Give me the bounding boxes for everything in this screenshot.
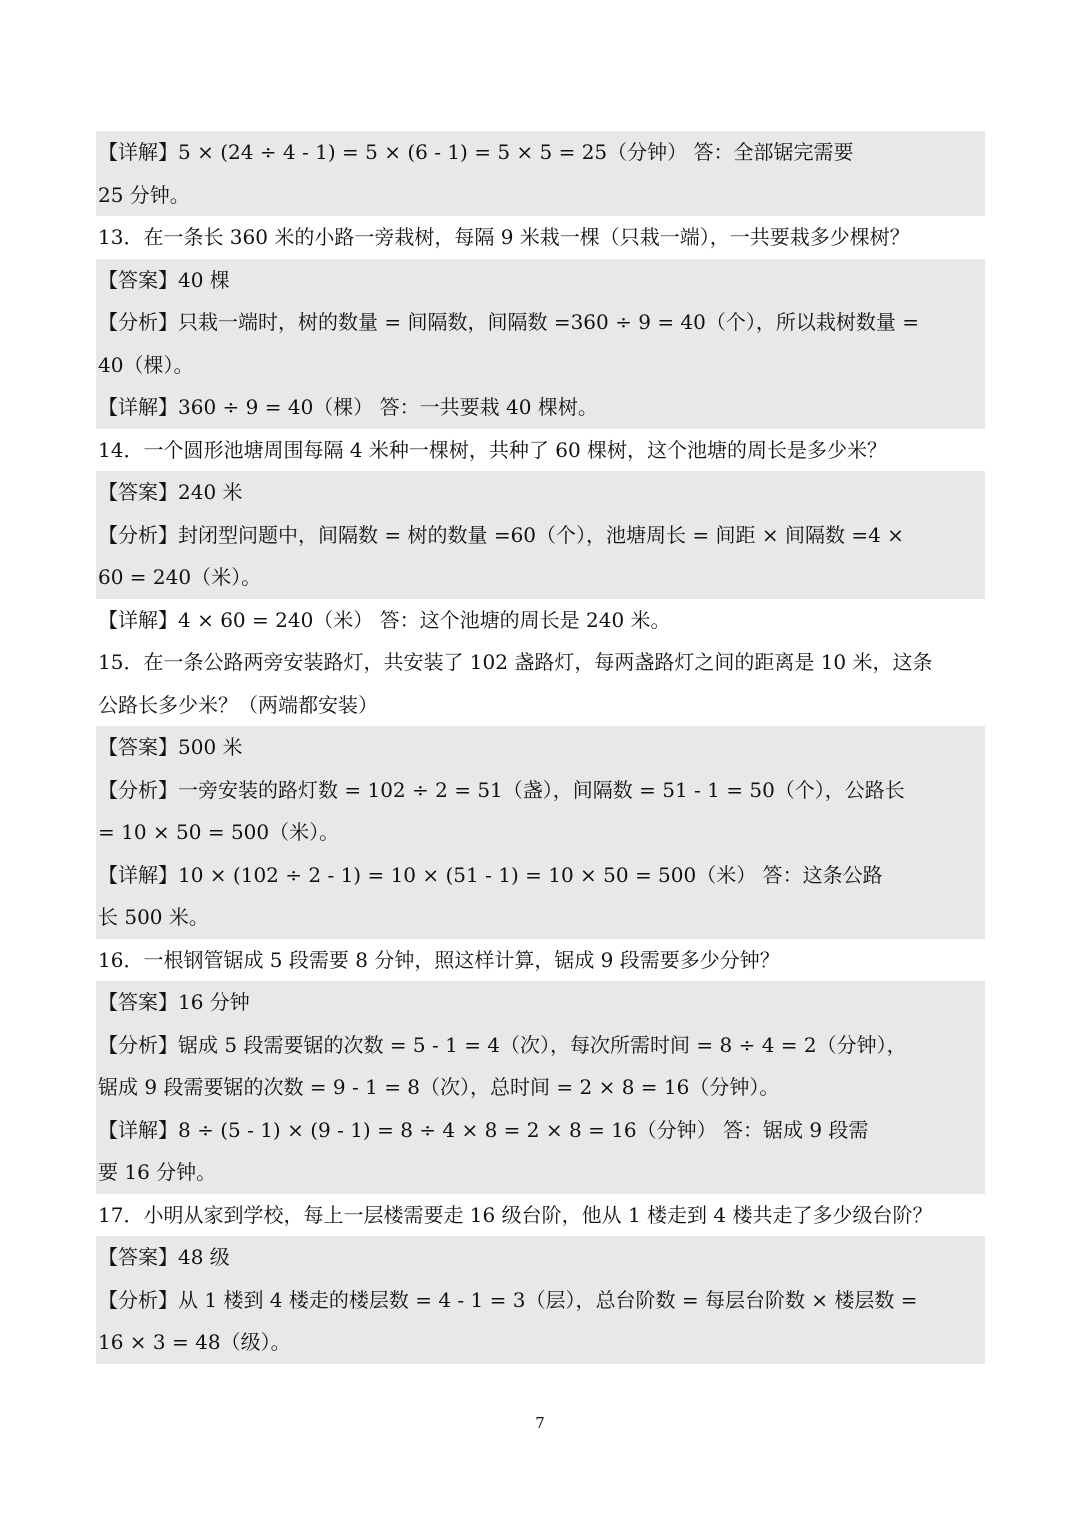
question-block [96,1194,985,1237]
answer-block [96,131,985,216]
text-line: 锯成 9 段需要锯的次数 = 9 - 1 = 8（次），总时间 = 2 × 8 = 16（分钟）。 [98,1075,780,1099]
text-line: 16 × 3 = 48（级）。 [98,1330,291,1354]
text-line: 60 = 240（米）。 [98,565,262,589]
answer-block [96,981,985,1194]
question-block [96,429,985,472]
text-line: 【详解】4 × 60 = 240（米） 答：这个池塘的周长是 240 米。 [98,607,671,632]
text-line: 【详解】5 × (24 ÷ 4 - 1) = 5 × (6 - 1) = 5 × 5 = 25（分钟） 答：全部锯完需要 [98,140,854,164]
text-line: 【答案】16 分钟 [98,990,250,1014]
question-block [96,939,985,982]
question-line: 公路长多少米？（两端都安装） [96,684,985,727]
text-line: 【详解】8 ÷ (5 - 1) × (9 - 1) = 8 ÷ 4 × 8 = 2 × 8 = 16（分钟） 答：锯成 9 段需 [98,1117,869,1142]
text-line: 【答案】48 级 [98,1245,230,1269]
question-block [96,216,985,259]
question-line: 15．在一条公路两旁安装路灯，共安装了 102 盏路灯，每两盏路灯之间的距离是 10 米，这条 [96,641,985,684]
question-line: 14．一个圆形池塘周围每隔 4 米种一棵树，共种了 60 棵树，这个池塘的周长是多少米？ [96,429,985,472]
text-line: 【分析】一旁安装的路灯数 = 102 ÷ 2 = 51（盏），间隔数 = 51 - 1 = 50（个），公路长 [98,777,905,802]
text-block [96,599,985,642]
answer-block [96,1236,985,1364]
text-line: 【分析】只栽一端时，树的数量 = 间隔数，间隔数 =360 ÷ 9 = 40（个），所以栽树数量 = [98,310,919,334]
question-line: 17．小明从家到学校，每上一层楼需要走 16 级台阶，他从 1 楼走到 4 楼共走了多少级台阶？ [96,1194,985,1237]
text-line: 25 分钟。 [98,182,190,207]
text-line: 【详解】360 ÷ 9 = 40（棵） 答：一共要栽 40 棵树。 [98,395,598,419]
text-line: 【分析】从 1 楼到 4 楼走的楼层数 = 4 - 1 = 3（层），总台阶数 = 每层台阶数 × 楼层数 = [98,1287,918,1312]
text-line: 【答案】500 米 [98,735,243,759]
text-line: 要 16 分钟。 [98,1160,217,1184]
question-block [96,641,985,726]
text-line: 【分析】封闭型问题中，间隔数 = 树的数量 =60（个），池塘周长 = 间距 × 间隔数 =4 × [98,522,904,547]
text-line: 【分析】锯成 5 段需要锯的次数 = 5 - 1 = 4（次），每次所需时间 = 8 ÷ 4 = 2（分钟）， [98,1032,907,1057]
answer-block [96,471,985,599]
text-line: 40（棵）。 [98,352,194,377]
page-number: 7 [535,1414,545,1432]
page-content [96,131,985,1364]
text-line: = 10 × 50 = 500（米）。 [98,820,340,844]
question-line: 16．一根钢管锯成 5 段需要 8 分钟，照这样计算，锯成 9 段需要多少分钟？ [96,939,985,982]
answer-block [96,259,985,429]
text-line: 【详解】10 × (102 ÷ 2 - 1) = 10 × (51 - 1) = 10 × 50 = 500（米） 答：这条公路 [98,862,883,887]
answer-block [96,726,985,939]
text-line: 【答案】40 棵 [98,267,230,292]
question-line: 13．在一条长 360 米的小路一旁栽树，每隔 9 米栽一棵（只栽一端），一共要栽多少棵树？ [96,216,985,259]
text-line: 【答案】240 米 [98,480,243,504]
text-line: 长 500 米。 [98,905,209,929]
